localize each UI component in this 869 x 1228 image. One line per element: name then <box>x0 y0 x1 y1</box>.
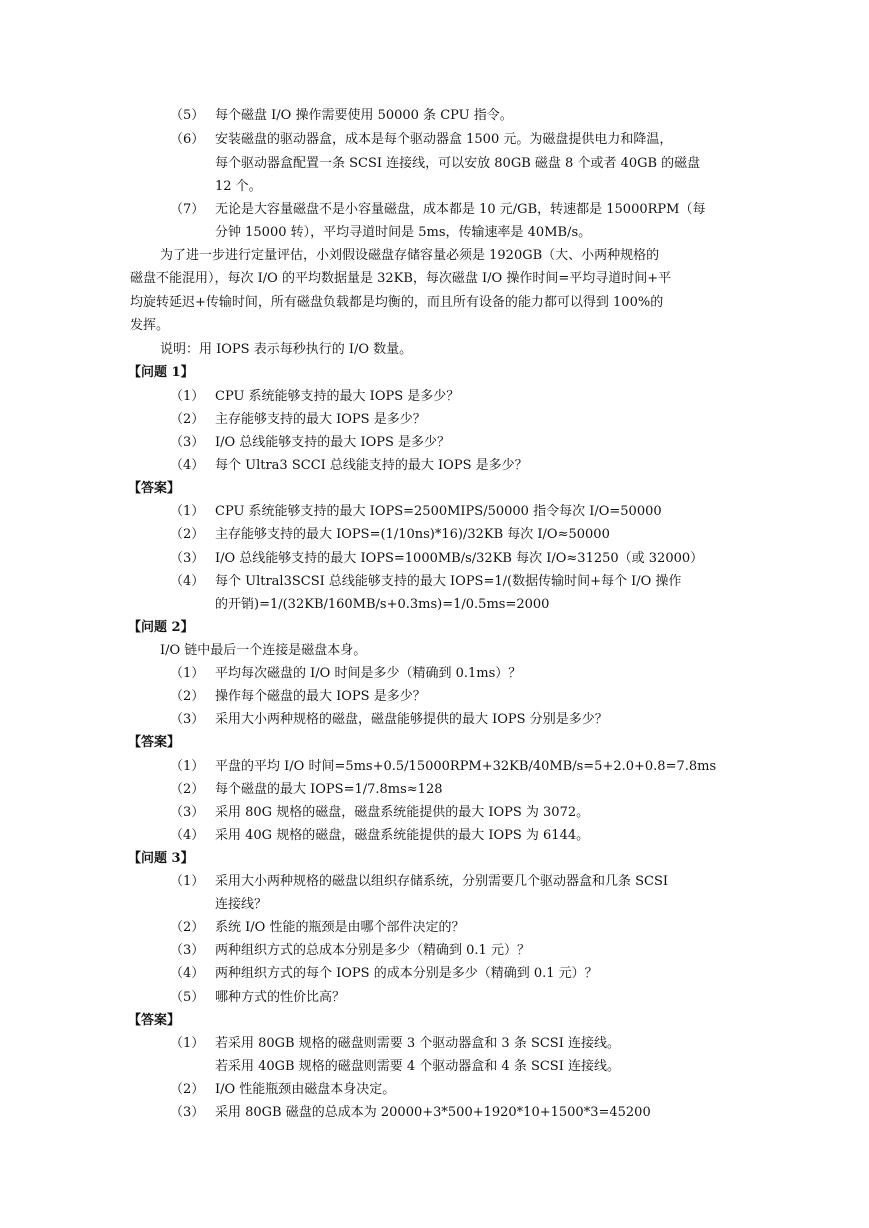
item-text: 若采用 40GB 规格的磁盘则需要 4 个驱动器盒和 4 条 SCSI 连接线。 <box>215 1059 620 1074</box>
item-text: I/O 总线能够支持的最大 IOPS=1000MB/s/32KB 每次 I/O≈31250（或 32000） <box>215 551 704 566</box>
item-number: （3） <box>170 1105 205 1120</box>
item-text: 采用 40G 规格的磁盘，磁盘系统能提供的最大 IOPS 为 6144。 <box>215 828 590 843</box>
item-text: 每个磁盘 I/O 操作需要使用 50000 条 CPU 指令。 <box>215 108 513 123</box>
item-number: （1） <box>170 1036 205 1051</box>
item-text: 12 个。 <box>215 179 262 194</box>
item-text: 无论是大容量磁盘不是小容量磁盘，成本都是 10 元/GB，转速都是 15000RPM（每 <box>215 202 706 217</box>
item-number: （1） <box>170 666 205 681</box>
paragraph-line: 发挥。 <box>130 318 170 333</box>
item-number: （1） <box>170 759 205 774</box>
item-text: 的开销)=1/(32KB/160MB/s+0.3ms)=1/0.5ms=2000 <box>215 597 550 612</box>
item-text: CPU 系统能够支持的最大 IOPS=2500MIPS/50000 指令每次 I/O=50000 <box>215 504 662 519</box>
item-number: （1） <box>170 874 205 889</box>
item-text: 每个磁盘的最大 IOPS=1/7.8ms≈128 <box>215 782 443 797</box>
item-number: （3） <box>170 805 205 820</box>
item-text: 平盘的平均 I/O 时间=5ms+0.5/15000RPM+32KB/40MB/s=5+2.0+0.8=7.8ms <box>215 759 717 774</box>
paragraph-line: 磁盘不能混用），每次 I/O 的平均数据量是 32KB，每次磁盘 I/O 操作时间=平均寻道时间+平 <box>130 271 672 286</box>
item-text: 若采用 80GB 规格的磁盘则需要 3 个驱动器盒和 3 条 SCSI 连接线。 <box>215 1036 620 1051</box>
item-number: （5） <box>170 990 205 1005</box>
item-text: 安装磁盘的驱动器盒，成本是每个驱动器盒 1500 元。为磁盘提供电力和降温， <box>215 132 673 147</box>
item-number: （3） <box>170 712 205 727</box>
item-number: （4） <box>170 966 205 981</box>
item-text: 每个 Ultra3 SCCI 总线能支持的最大 IOPS 是多少？ <box>215 458 528 473</box>
item-text: 系统 I/O 性能的瓶颈是由哪个部件决定的？ <box>215 920 465 935</box>
section-heading: 【问题 2】 <box>128 620 194 635</box>
section-heading: 【问题 3】 <box>128 851 194 866</box>
item-text: 采用大小两种规格的磁盘以组织存储系统，分别需要几个驱动器盒和几条 SCSI <box>215 874 669 889</box>
item-number: （4） <box>170 458 205 473</box>
item-number: （2） <box>170 689 205 704</box>
section-heading: 【答案】 <box>128 481 181 496</box>
paragraph-line: 为了进一步进行定量评估，小刘假设磁盘存储容量必须是 1920GB（大、小两种规格的 <box>160 248 660 263</box>
item-text: 操作每个磁盘的最大 IOPS 是多少？ <box>215 689 426 704</box>
item-number: （2） <box>170 412 205 427</box>
item-number: （2） <box>170 527 205 542</box>
item-text: 每个驱动器盒配置一条 SCSI 连接线，可以安放 80GB 磁盘 8 个或者 40GB 的磁盘 <box>215 156 701 171</box>
item-text: 分钟 15000 转），平均寻道时间是 5ms，传输速率是 40MB/s。 <box>215 225 592 240</box>
item-number: （1） <box>170 389 205 404</box>
section-intro: I/O 链中最后一个连接是磁盘本身。 <box>160 643 367 658</box>
item-number: （7） <box>170 202 205 217</box>
item-number: （2） <box>170 1082 205 1097</box>
item-text: 平均每次磁盘的 I/O 时间是多少（精确到 0.1ms）？ <box>215 666 522 681</box>
item-text: 连接线？ <box>215 897 268 912</box>
item-text: CPU 系统能够支持的最大 IOPS 是多少？ <box>215 389 460 404</box>
item-number: （3） <box>170 435 205 450</box>
item-text: 哪种方式的性价比高？ <box>215 990 346 1005</box>
item-text: 两种组织方式的每个 IOPS 的成本分别是多少（精确到 0.1 元）？ <box>215 966 598 981</box>
item-number: （2） <box>170 782 205 797</box>
section-heading: 【答案】 <box>128 735 181 750</box>
paragraph-line: 均旋转延迟+传输时间，所有磁盘负载都是均衡的，而且所有设备的能力都可以得到 100%的 <box>130 295 664 310</box>
item-number: （6） <box>170 132 205 147</box>
section-heading: 【问题 1】 <box>128 365 194 380</box>
item-number: （1） <box>170 504 205 519</box>
item-text: I/O 性能瓶颈由磁盘本身决定。 <box>215 1082 396 1097</box>
item-number: （3） <box>170 551 205 566</box>
item-number: （3） <box>170 943 205 958</box>
item-text: 主存能够支持的最大 IOPS 是多少？ <box>215 412 426 427</box>
item-number: （2） <box>170 920 205 935</box>
item-text: I/O 总线能够支持的最大 IOPS 是多少？ <box>215 435 451 450</box>
item-text: 采用大小两种规格的磁盘，磁盘能够提供的最大 IOPS 分别是多少？ <box>215 712 608 727</box>
item-number: （4） <box>170 828 205 843</box>
item-number: （4） <box>170 574 205 589</box>
note: 说明：用 IOPS 表示每秒执行的 I/O 数量。 <box>160 342 413 357</box>
item-text: 采用 80GB 磁盘的总成本为 20000+3*500+1920*10+1500*3=45200 <box>215 1105 651 1120</box>
item-text: 主存能够支持的最大 IOPS=(1/10ns)*16)/32KB 每次 I/O≈50000 <box>215 527 610 542</box>
item-text: 两种组织方式的总成本分别是多少（精确到 0.1 元）？ <box>215 943 530 958</box>
item-number: （5） <box>170 108 205 123</box>
section-heading: 【答案】 <box>128 1013 181 1028</box>
item-text: 采用 80G 规格的磁盘，磁盘系统能提供的最大 IOPS 为 3072。 <box>215 805 590 820</box>
item-text: 每个 Ultral3SCSI 总线能够支持的最大 IOPS=1/(数据传输时间+每个 I/O 操作 <box>215 574 682 589</box>
